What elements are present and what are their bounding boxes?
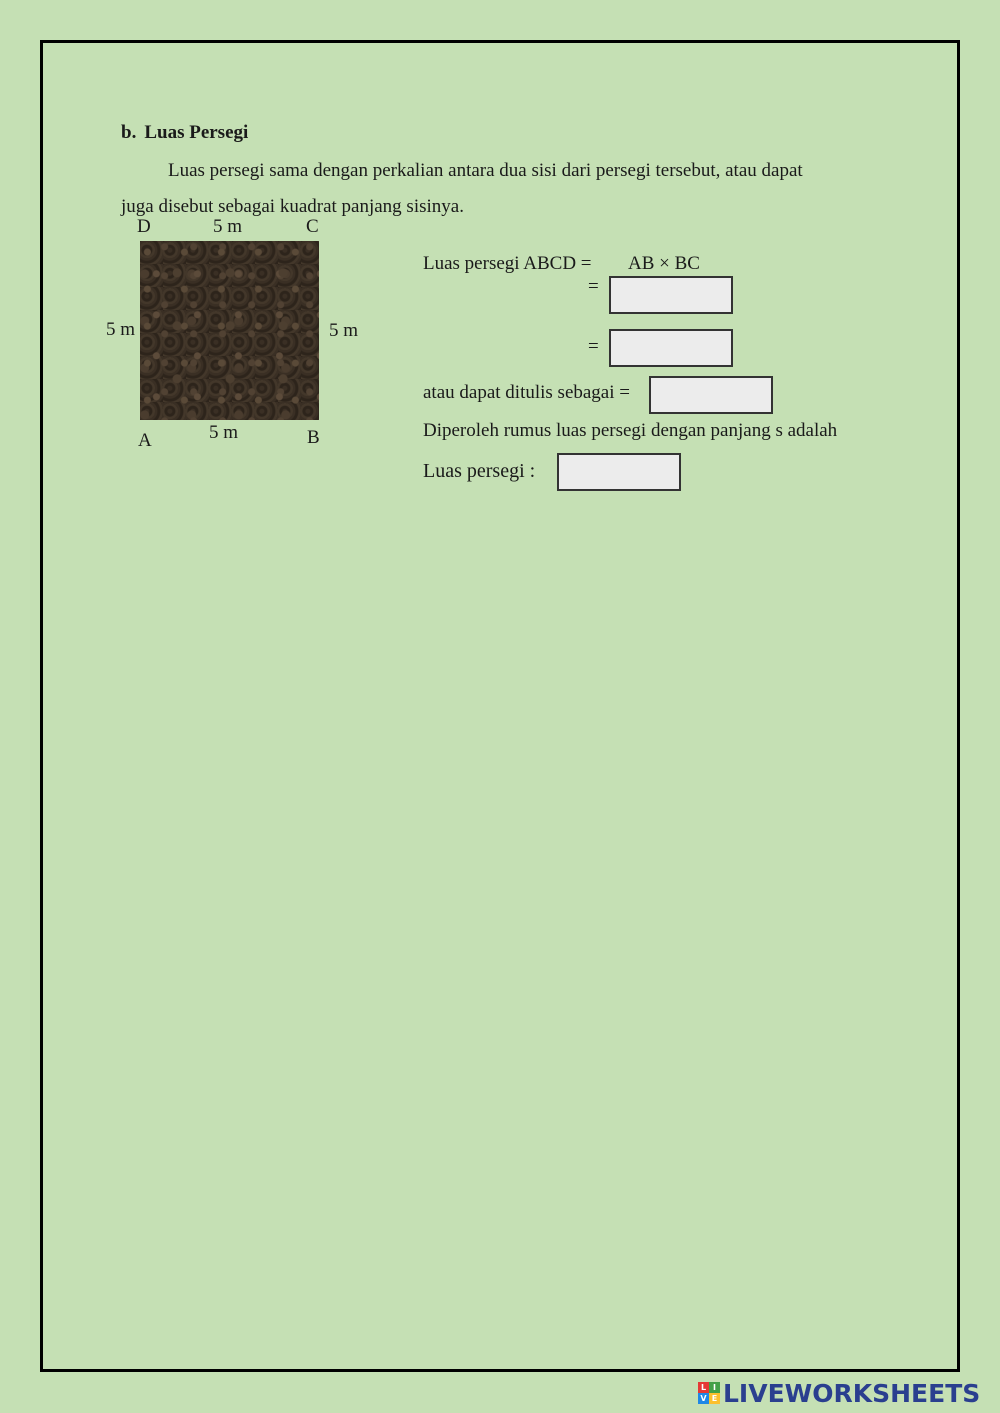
vertex-label-c: C: [306, 216, 319, 237]
alternative-form-label: atau dapat ditulis sebagai =: [423, 382, 630, 403]
intro-paragraph-line2: juga disebut sebagai kuadrat panjang sisinya.: [121, 196, 464, 217]
page-border: [40, 40, 960, 1372]
vertex-label-a: A: [138, 430, 152, 451]
intro-paragraph-line1: Luas persegi sama dengan perkalian antara dua sisi dari persegi tersebut, atau dapat: [168, 160, 803, 181]
answer-box-1[interactable]: [609, 276, 733, 314]
logo-mark-letter: I: [709, 1382, 720, 1393]
liveworksheets-logo: [698, 1378, 980, 1408]
vertex-label-d: D: [137, 216, 151, 237]
side-label-top: 5 m: [213, 216, 243, 237]
section-heading: [121, 122, 248, 144]
square-area-formula-label: Luas persegi :: [423, 460, 536, 482]
answer-box-2[interactable]: [609, 329, 733, 367]
logo-mark-letter: E: [709, 1393, 720, 1404]
logo-mark-letter: V: [698, 1393, 709, 1404]
liveworksheets-logo-icon: [698, 1382, 720, 1404]
side-label-bottom: 5 m: [209, 422, 239, 443]
side-label-left: 5 m: [106, 319, 136, 340]
side-label-right: 5 m: [329, 320, 359, 341]
area-formula-label: Luas persegi ABCD =: [423, 253, 592, 274]
equals-sign-2: =: [588, 336, 599, 357]
vertex-label-b: B: [307, 427, 320, 448]
area-formula-expression: AB × BC: [628, 253, 700, 274]
soil-square-image: [140, 241, 319, 420]
logo-mark-letter: L: [698, 1382, 709, 1393]
answer-box-3[interactable]: [649, 376, 773, 414]
answer-box-4[interactable]: [557, 453, 681, 491]
equals-sign-1: =: [588, 276, 599, 297]
liveworksheets-logo-text: LIVEWORKSHEETS: [723, 1378, 981, 1408]
derived-formula-text: Diperoleh rumus luas persegi dengan panjang s adalah: [423, 420, 838, 441]
section-number: b.: [121, 122, 137, 143]
section-title: Luas Persegi: [144, 122, 249, 143]
